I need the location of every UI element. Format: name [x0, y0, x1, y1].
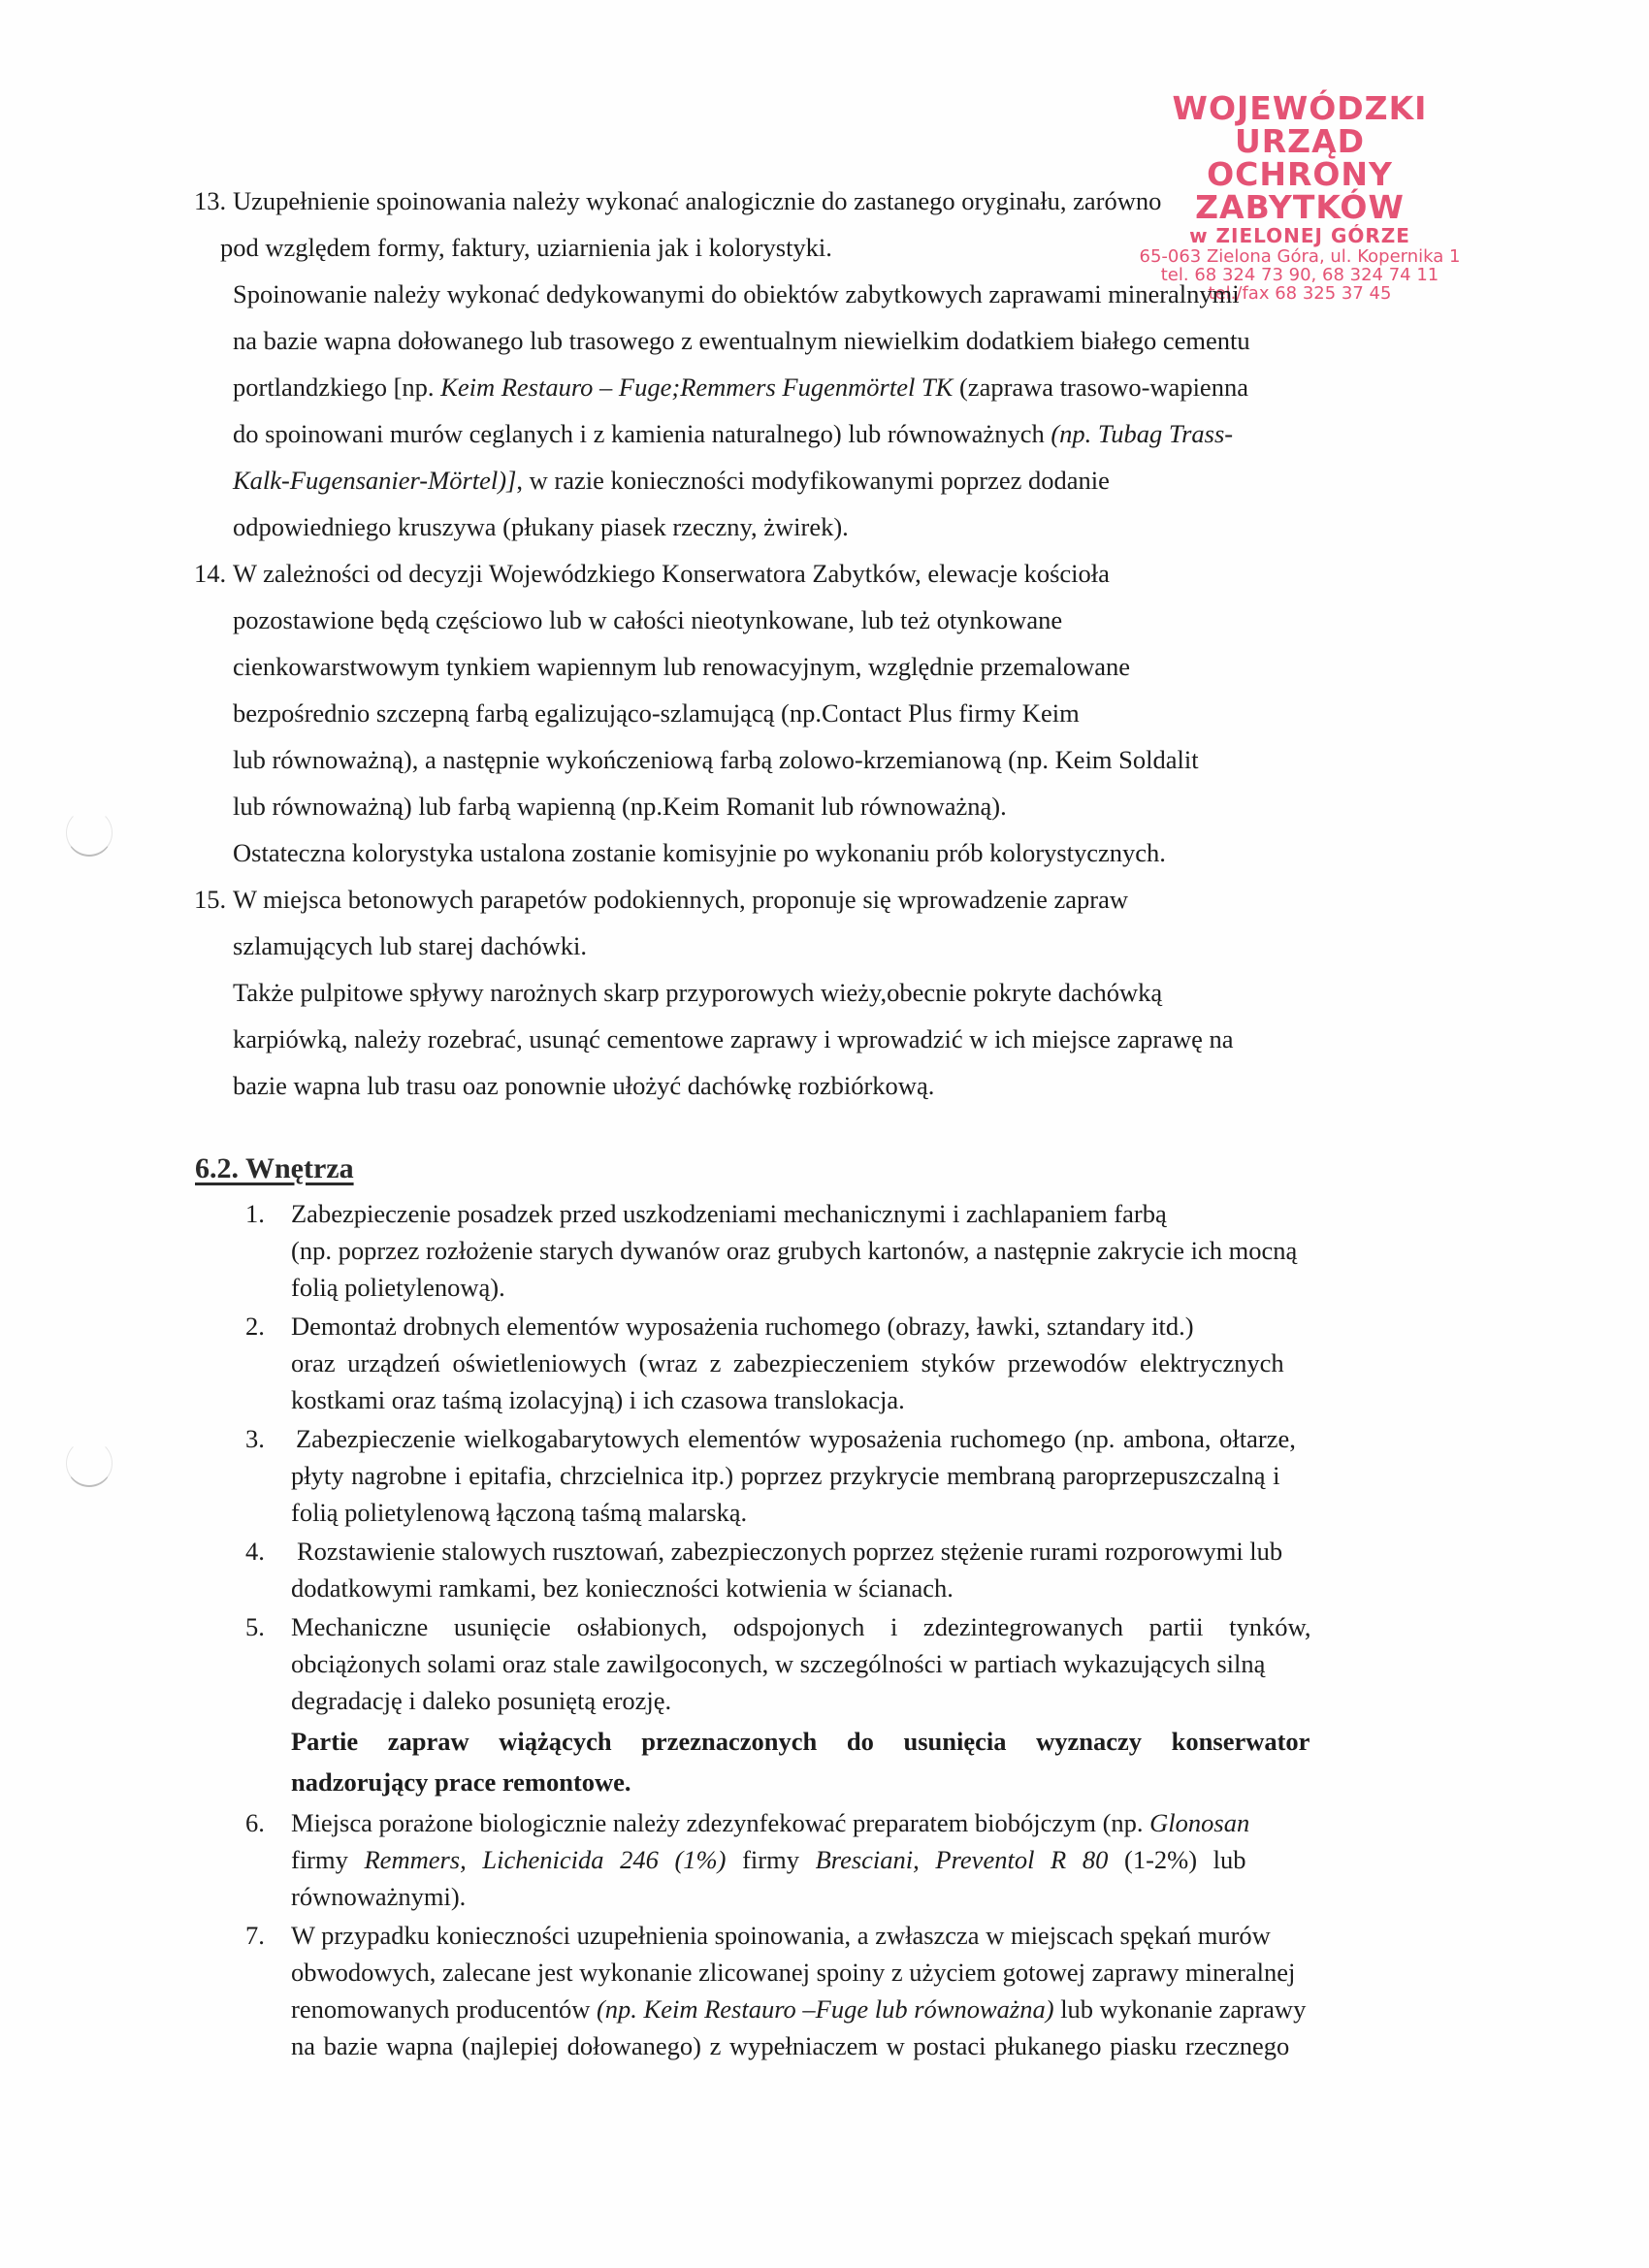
item-number: 5.: [245, 1612, 265, 1641]
text-line: [233, 373, 1248, 403]
text-line: lub równoważną) lub farbą wapienną (np.Keim Romanit lub równoważną).: [233, 792, 1007, 821]
text-line: oraz urządzeń oświetleniowych (wraz z zabezpieczeniem styków przewodów elektrycznych: [291, 1348, 1284, 1377]
stamp-line: OCHRONY ZABYTKÓW: [1195, 155, 1405, 226]
text-line: [291, 1994, 1306, 2025]
item-number: 1.: [245, 1199, 265, 1228]
text-line: Zabezpieczenie wielkogabarytowych elementów wyposażenia ruchomego (np. ambona, ołtarze,: [296, 1424, 1296, 1453]
text-fragment: firmy: [726, 1845, 816, 1874]
text-line: obciążonych solami oraz stale zawilgoconych, w szczególności w partiach wykazujących silną: [291, 1649, 1266, 1678]
text-fragment: Miejsca porażone biologicznie należy zdezynfekować preparatem biobójczym (np.: [291, 1808, 1150, 1837]
emphasis-line: nadzorujący prace remontowe.: [291, 1767, 631, 1797]
text-line: na bazie wapna (najlepiej dołowanego) z wypełniaczem w postaci płukanego piasku rzecznego: [291, 2031, 1290, 2060]
punch-hole-mark: [66, 1440, 113, 1487]
text-line: Ostateczna kolorystyka ustalona zostanie komisyjnie po wykonaniu prób kolorystycznych.: [233, 838, 1166, 867]
text-fragment: , w razie konieczności modyfikowanymi poprzez dodanie: [516, 466, 1110, 495]
text-line: Rozstawienie stalowych rusztowań, zabezpieczonych poprzez stężenie rurami rozporowymi lub: [297, 1537, 1283, 1566]
section-heading: 6.2. Wnętrza: [195, 1152, 354, 1184]
text-fragment: firmy: [291, 1845, 365, 1874]
emphasis-line: Partie zapraw wiążących przeznaczonych do usunięcia wyznaczy konserwator: [291, 1727, 1310, 1756]
text-line: bezpośrednio szczepną farbą egalizująco-szlamującą (np.Contact Plus firmy Keim: [233, 698, 1080, 728]
stamp-fax: tel./fax 68 325 37 45: [1208, 283, 1392, 304]
text-line: Demontaż drobnych elementów wyposażenia ruchomego (obrazy, ławki, sztandary itd.): [291, 1312, 1194, 1341]
product-name: Kalk-Fugensanier-Mörtel)]: [233, 466, 517, 495]
text-line: Także pulpitowe spływy narożnych skarp przyporowych wieży,obecnie pokryte dachówką: [233, 978, 1163, 1007]
text-line: degradację i daleko posuniętą erozję.: [291, 1686, 672, 1715]
text-fragment: do spoinowani murów ceglanych i z kamienia naturalnego) lub równoważnych: [233, 419, 1051, 448]
office-stamp: [1106, 89, 1494, 304]
text-line: folią polietylenową).: [291, 1273, 505, 1302]
item-number: 2.: [245, 1312, 265, 1341]
stamp-address: 65-063 Zielona Góra, ul. Kopernika 1: [1139, 246, 1461, 267]
text-line: [233, 466, 1110, 496]
text-line: równoważnymi).: [291, 1882, 467, 1911]
text-fragment: portlandzkiego [np.: [233, 373, 441, 402]
product-name: Keim Restauro – Fuge;Remmers Fugenmörtel TK: [440, 373, 954, 402]
text-fragment: renomowanych producentów: [291, 1994, 597, 2024]
product-name: Bresciani, Preventol R 80: [815, 1845, 1109, 1874]
text-line: folią polietylenową łączoną taśmą malarską.: [291, 1498, 748, 1527]
item-number: 3.: [245, 1424, 265, 1453]
text-line: kostkami oraz taśmą izolacyjną) i ich czasowa translokacja.: [291, 1385, 905, 1414]
text-line: szlamujących lub starej dachówki.: [233, 931, 587, 960]
product-name: Glonosan: [1149, 1808, 1250, 1837]
text-fragment: lub wykonanie zaprawy: [1053, 1994, 1307, 2024]
text-line: [291, 1808, 1249, 1838]
text-line: na bazie wapna dołowanego lub trasowego z ewentualnym niewielkim dodatkiem białego cementu: [233, 326, 1250, 355]
product-name: Remmers, Lichenicida 246 (1%): [364, 1845, 727, 1874]
stamp-line: w ZIELONEJ GÓRZE: [1189, 224, 1410, 247]
stamp-phone: tel. 68 324 73 90, 68 324 74 11: [1160, 265, 1439, 285]
text-line: karpiówką, należy rozebrać, usunąć cementowe zaprawy i wprowadzić w ich miejsce zaprawę na: [233, 1024, 1234, 1053]
text-line: Mechaniczne usunięcie osłabionych, odspojonych i zdezintegrowanych partii tynków,: [291, 1612, 1311, 1641]
text-line: W przypadku konieczności uzupełnienia spoinowania, a zwłaszcza w miejscach spękań murów: [291, 1921, 1271, 1950]
text-line: Spoinowanie należy wykonać dedykowanymi do obiektów zabytkowych zaprawami mineralnymi: [233, 279, 1240, 308]
item-number: 4.: [245, 1537, 265, 1566]
text-line: cienkowarstwowym tynkiem wapiennym lub renowacyjnym, względnie przemalowane: [233, 652, 1131, 681]
text-line: lub równoważną), a następnie wykończeniową farbą zolowo-krzemianową (np. Keim Soldalit: [233, 745, 1199, 774]
text-line: płyty nagrobne i epitafia, chrzcielnica itp.) poprzez przykrycie membraną paroprzepuszczalną i: [291, 1461, 1280, 1490]
product-name: (np. Keim Restauro –Fuge lub równoważna): [596, 1994, 1054, 2024]
item-number: 15.: [194, 885, 227, 914]
text-line: dodatkowymi ramkami, bez konieczności kotwienia w ścianach.: [291, 1573, 954, 1603]
text-fragment: (zaprawa trasowo-wapienna: [953, 373, 1248, 402]
item-number: 13.: [194, 186, 227, 215]
product-name: (np. Tubag Trass-: [1051, 419, 1234, 448]
text-line: [291, 1845, 1246, 1875]
text-line: pod względem formy, faktury, uziarnienia jak i kolorystyki.: [220, 233, 832, 262]
text-line: odpowiedniego kruszywa (płukany piasek rzeczny, żwirek).: [233, 512, 849, 541]
text-line: bazie wapna lub trasu oaz ponownie ułożyć dachówkę rozbiórkową.: [233, 1071, 935, 1100]
text-line: W miejsca betonowych parapetów podokiennych, proponuje się wprowadzenie zapraw: [233, 885, 1129, 914]
text-line: W zależności od decyzji Wojewódzkiego Konserwatora Zabytków, elewacje kościoła: [233, 559, 1110, 588]
item-number: 6.: [245, 1808, 265, 1837]
stamp-line: WOJEWÓDZKI URZĄD: [1172, 89, 1428, 160]
text-line: [233, 419, 1233, 449]
item-number: 14.: [194, 559, 227, 588]
punch-hole-mark: [66, 809, 113, 857]
text-line: Zabezpieczenie posadzek przed uszkodzeniami mechanicznymi i zachlapaniem farbą: [291, 1199, 1167, 1228]
item-number: 7.: [245, 1921, 265, 1950]
text-line: obwodowych, zalecane jest wykonanie zlicowanej spoiny z użyciem gotowej zaprawy mineralnej: [291, 1958, 1296, 1987]
text-line: pozostawione będą częściowo lub w całości nieotynkowane, lub też otynkowane: [233, 605, 1063, 634]
text-line: (np. poprzez rozłożenie starych dywanów oraz grubych kartonów, a następnie zakrycie ich mocną: [291, 1236, 1298, 1265]
text-line: Uzupełnienie spoinowania należy wykonać analogicznie do zastanego oryginału, zarówno: [233, 186, 1162, 215]
text-fragment: (1-2%) lub: [1108, 1845, 1246, 1874]
